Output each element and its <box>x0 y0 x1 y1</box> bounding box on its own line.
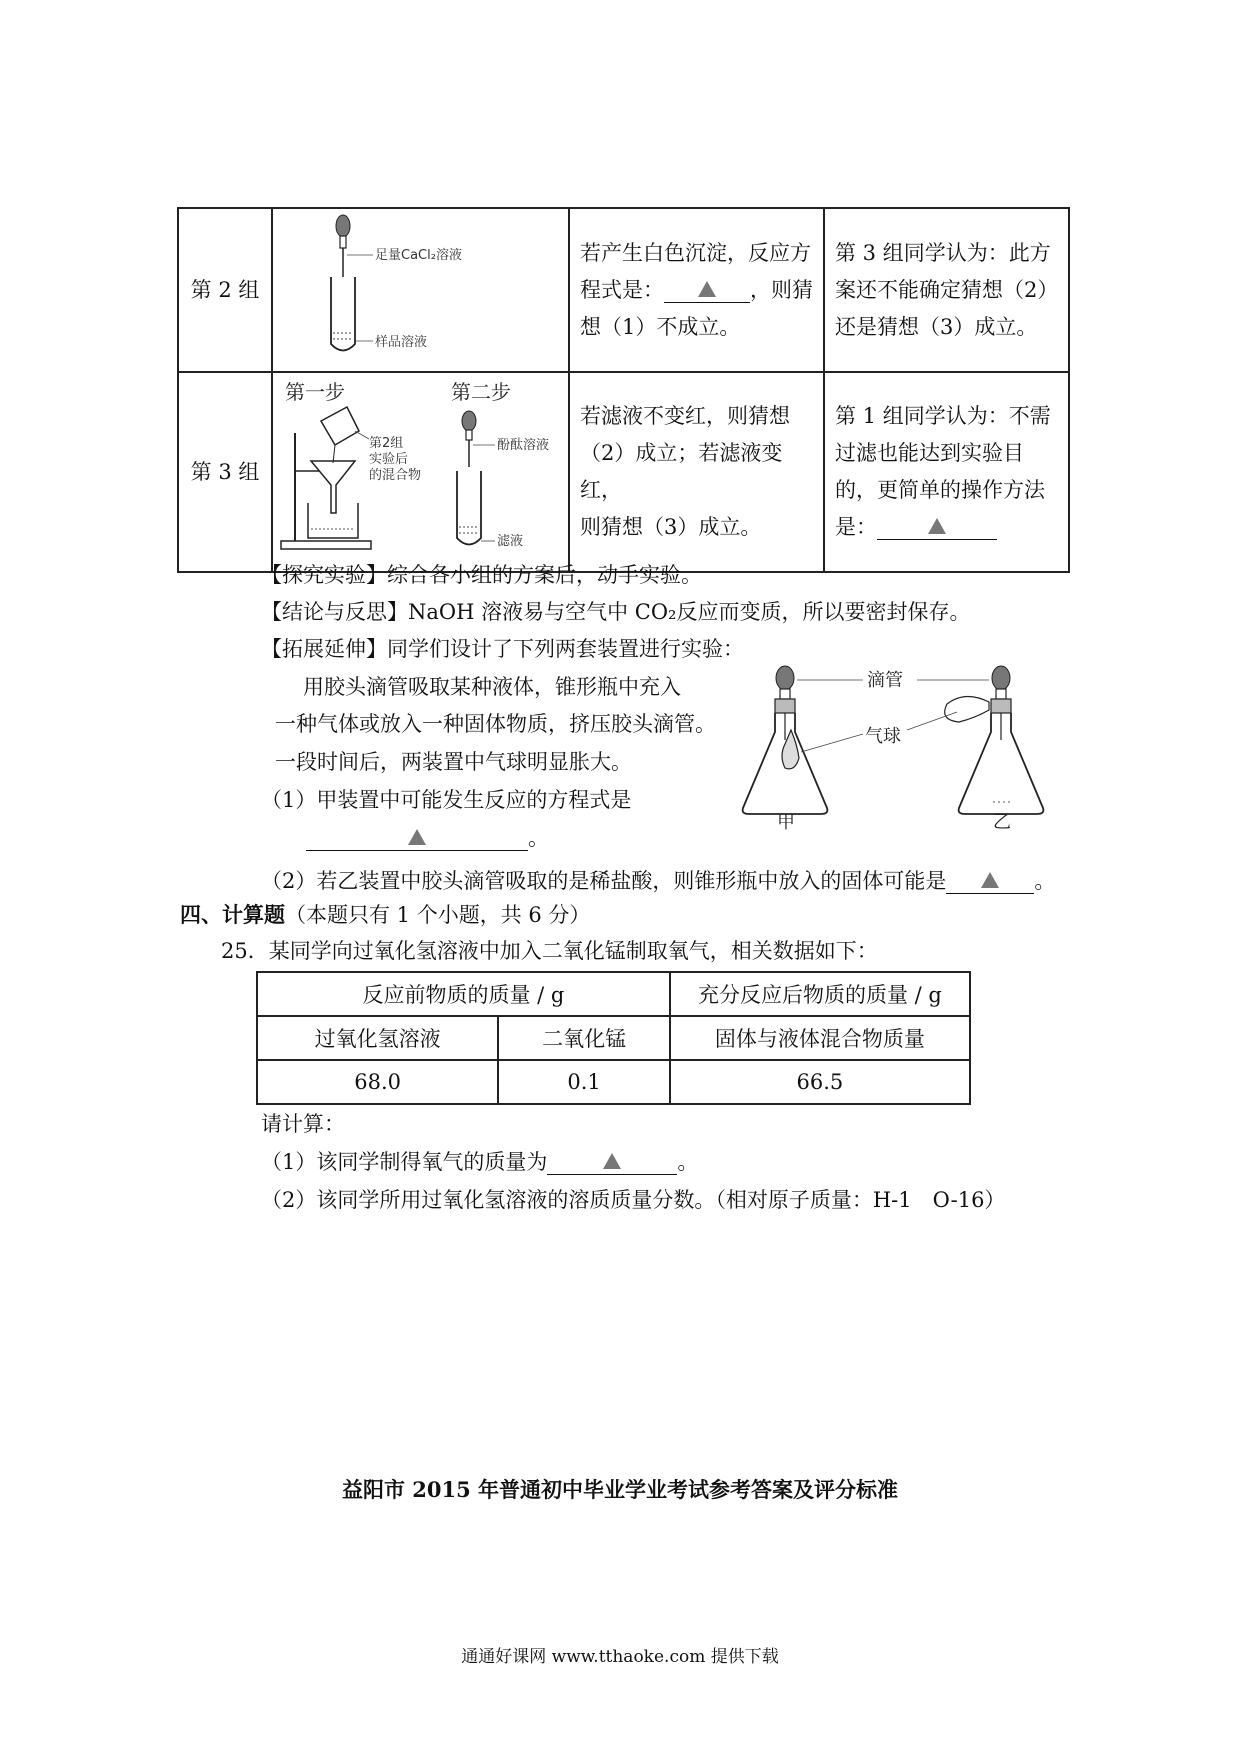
explore-extension: 【拓展延伸】同学们设计了下列两套装置进行实验： <box>261 637 744 661</box>
dropper-test-tube-figure <box>273 209 568 359</box>
calc-q1 <box>261 1144 698 1181</box>
group-name: 第 2 组 <box>178 208 272 372</box>
footer: 通通好课网 www.tthaoke.com 提供下载 <box>461 1647 779 1667</box>
val-h2o2: 68.0 <box>257 1060 498 1104</box>
mass-data-table <box>256 971 971 1105</box>
group3-result <box>569 372 824 572</box>
answer-blank-method[interactable] <box>877 513 997 540</box>
answer-blank-equation[interactable] <box>306 824 528 851</box>
q2-suffix: 。 <box>1034 869 1056 893</box>
filtrate-label: 滤液 <box>497 534 524 549</box>
group-table <box>177 207 1070 573</box>
group2-comment <box>824 208 1069 372</box>
step2-label: 第二步 <box>451 380 511 404</box>
explore-conclusion: 【结论与反思】NaOH 溶液易与空气中 CO₂反应而变质，所以要密封保存。 <box>261 600 971 624</box>
group-row-2 <box>178 208 1069 372</box>
group2-figure-cell <box>272 208 569 372</box>
section4-heading <box>180 896 590 934</box>
group2-result <box>569 208 824 372</box>
section4-note: （本题只有 1 个小题，共 6 分） <box>285 903 591 927</box>
comment-text: 第 3 组同学认为：此方案还不能确定猜想（2）还是猜想（3）成立。 <box>835 240 1051 339</box>
col-h2o2: 过氧化氢溶液 <box>257 1016 498 1060</box>
yi-label: 乙 <box>993 812 1011 830</box>
before-header: 反应前物质的质量 / g <box>257 972 670 1016</box>
explore-q1: （1）甲装置中可能发生反应的方程式是 <box>261 788 632 812</box>
explore-para-1: 用胶头滴管吸取某种液体，锥形瓶中充入 <box>303 675 681 699</box>
flask-apparatus-figure <box>735 660 1045 830</box>
val-mixture: 66.5 <box>670 1060 970 1104</box>
svg-text:的混合物: 的混合物 <box>369 468 422 483</box>
answer-blank-oxygen[interactable] <box>547 1148 677 1175</box>
comment-text-3: 第 1 组同学认为：不需过滤也能达到实验目的，更简单的操作方法是： <box>835 404 1051 539</box>
col-mixture: 固体与液体混合物质量 <box>670 1016 970 1060</box>
triangle-marker-icon <box>408 829 426 845</box>
explore-para-3: 一段时间后，两装置中气球明显胀大。 <box>275 750 632 774</box>
explore-q1-answer-line <box>306 820 549 857</box>
explore-q2 <box>261 863 1055 900</box>
triangle-marker-icon <box>928 518 946 534</box>
calc-q2: （2）该同学所用过氧化氢溶液的溶质质量分数。（相对原子质量：H-1 O-16） <box>261 1188 1006 1212</box>
calc-q1-text: （1）该同学制得氧气的质量为 <box>261 1150 548 1174</box>
val-mno2: 0.1 <box>498 1060 670 1104</box>
q1-suffix: 。 <box>528 826 549 850</box>
step1-label: 第一步 <box>285 380 345 404</box>
triangle-marker-icon <box>603 1153 621 1169</box>
mixture-label <box>369 436 421 483</box>
group3-comment <box>824 372 1069 572</box>
explore-experiment: 【探究实验】综合各小组的方案后，动手实验。 <box>261 563 702 587</box>
answer-blank[interactable] <box>664 276 750 303</box>
q25-text: 25．某同学向过氧化氢溶液中加入二氧化锰制取氧气，相关数据如下： <box>221 939 878 963</box>
explore-para-2: 一种气体或放入一种固体物质，挤压胶头滴管。 <box>275 712 716 736</box>
section4-title: 四、计算题 <box>180 902 285 927</box>
triangle-marker-icon <box>698 281 716 297</box>
svg-text:实验后: 实验后 <box>369 452 409 467</box>
result-text: 若产生白色沉淀，反应方程式是： <box>580 240 811 302</box>
calc-q1-suffix: 。 <box>677 1150 699 1174</box>
result-line-1: 若滤液不变红，则猜想 <box>580 404 790 428</box>
svg-text:第2组: 第2组 <box>369 436 404 451</box>
filtration-figure <box>273 373 568 559</box>
dropper-label: 滴管 <box>867 670 903 691</box>
answer-blank-solid[interactable] <box>946 867 1034 894</box>
please-calc: 请计算： <box>261 1112 345 1136</box>
triangle-marker-icon <box>981 872 999 888</box>
answer-title: 益阳市 2015 年普通初中毕业学业考试参考答案及评分标准 <box>341 1477 899 1502</box>
indicator-label: 酚酞溶液 <box>497 438 550 453</box>
sample-label: 样品溶液 <box>375 335 428 350</box>
group-row-3 <box>178 372 1069 572</box>
jia-label: 甲 <box>777 812 795 830</box>
col-mno2: 二氧化锰 <box>498 1016 670 1060</box>
result-line-3: 则猜想（3）成立。 <box>580 515 762 539</box>
q2-text: （2）若乙装置中胶头滴管吸取的是稀盐酸，则锥形瓶中放入的固体可能是 <box>261 869 947 893</box>
reagent-label: 足量CaCl₂溶液 <box>375 248 462 263</box>
result-text-2: ，则猜想（1）不成立。 <box>580 277 813 339</box>
group3-figure-cell <box>272 372 569 572</box>
after-header: 充分反应后物质的质量 / g <box>670 972 970 1016</box>
group-name-3: 第 3 组 <box>178 372 272 572</box>
result-line-2: （2）成立；若滤液变红， <box>580 441 783 502</box>
balloon-label: 气球 <box>865 726 901 747</box>
